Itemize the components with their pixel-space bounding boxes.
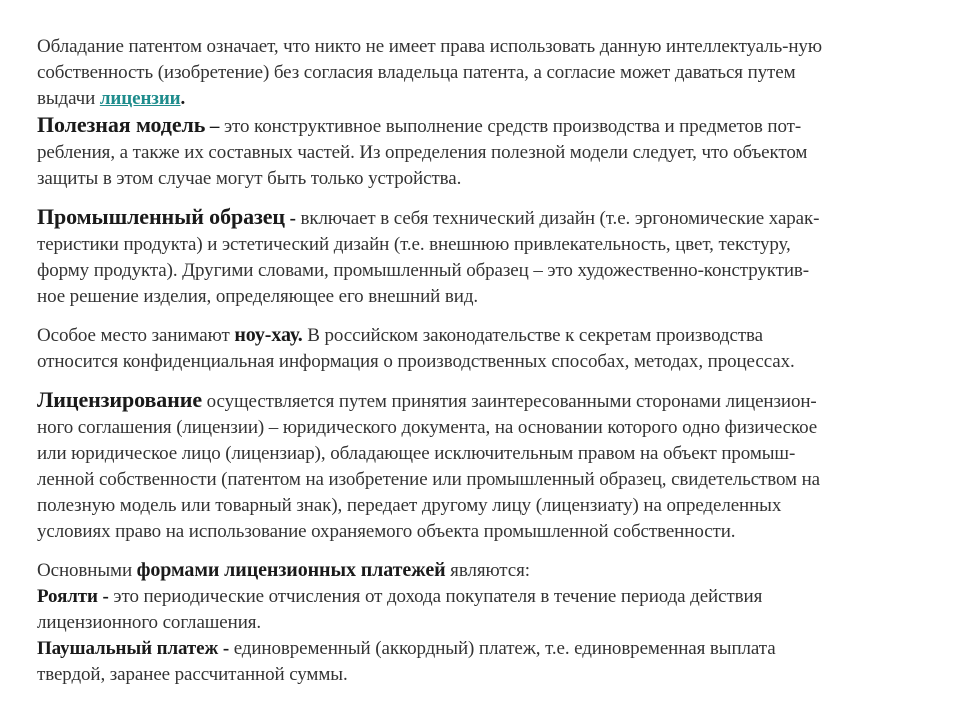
industrial-design-line-3: форму продукта). Другими словами, промышленный образец – это художественно-конструктив- [37, 260, 810, 281]
royalty-line-2: лицензионного соглашения. [37, 612, 262, 633]
lump-sum-term: Паушальный платеж - [37, 638, 230, 659]
royalty-term: Роялти - [37, 586, 109, 607]
payments-term: формами лицензионных платежей [136, 559, 446, 581]
licensing-line-3: или юридическое лицо (лицензиар), обладающее исключительным правом на объект промыш- [37, 443, 796, 464]
patent-line-2: собственность (изобретение) без согласия владельца патента, а согласие может даваться путем [37, 62, 796, 83]
utility-model-paragraph [37, 112, 937, 192]
licensing-term: Лицензирование [37, 387, 202, 412]
licensing-line-4: ленной собственности (патентом на изобретение или промышленный образец, свидетельством на [37, 469, 821, 490]
industrial-design-dash: - [285, 208, 301, 229]
payments-prefix: Основными [37, 560, 137, 581]
utility-model-term: Полезная модель [37, 112, 206, 137]
licensing-line-1: осуществляется путем принятия заинтересованными сторонами лицензион- [202, 391, 817, 412]
industrial-design-paragraph [37, 204, 937, 310]
utility-model-line-1: это конструктивное выполнение средств производства и предметов пот- [223, 116, 802, 137]
royalty-line-1: это периодические отчисления от дохода покупателя в течение периода действия [108, 586, 763, 607]
slide-text [37, 34, 937, 688]
licensing-line-5: полезную модель или товарный знак), передает другому лицу (лицензиату) на определенных [37, 495, 782, 516]
payments-paragraph [37, 557, 937, 688]
utility-model-line-2: ребления, а также их составных частей. Из определения полезной модели следует, что объектом [37, 142, 808, 163]
know-how-line-1: В российском законодательстве к секретам производства [302, 325, 763, 346]
industrial-design-term: Промышленный образец [37, 204, 285, 229]
know-how-line-2: относится конфиденциальная информация о производственных способах, методах, процессах. [37, 351, 795, 372]
payments-suffix: являются: [445, 560, 530, 581]
patent-line-3-prefix: выдачи [37, 88, 100, 109]
industrial-design-line-4: ное решение изделия, определяющее его внешний вид. [37, 286, 479, 307]
licensing-line-6: условиях право на использование охраняемого объекта промышленной собственности. [37, 521, 736, 542]
licensing-paragraph [37, 387, 937, 545]
utility-model-line-3: защиты в этом случае могут быть только устройства. [37, 168, 462, 189]
industrial-design-line-2: теристики продукта) и эстетический дизайн (т.е. внешнюю привлекательность, цвет, текстуру, [37, 234, 791, 255]
lump-sum-line-2: твердой, заранее рассчитанной суммы. [37, 664, 348, 685]
know-how-paragraph [37, 322, 937, 375]
know-how-prefix: Особое место занимают [37, 325, 235, 346]
utility-model-dash: – [205, 116, 224, 137]
patent-line-3-suffix: . [180, 88, 186, 109]
patent-line-1: Обладание патентом означает, что никто не имеет права использовать данную интеллектуаль-ную [37, 36, 822, 57]
patent-paragraph [37, 34, 937, 112]
lump-sum-line-1: единовременный (аккордный) платеж, т.е. единовременная выплата [229, 638, 776, 659]
license-link[interactable]: лицензии [99, 88, 181, 109]
know-how-term: ноу-хау. [234, 324, 303, 346]
licensing-line-2: ного соглашения (лицензии) – юридического документа, на основании которого одно физическое [37, 417, 818, 438]
industrial-design-line-1: включает в себя технический дизайн (т.е. эргономические харак- [300, 208, 820, 229]
